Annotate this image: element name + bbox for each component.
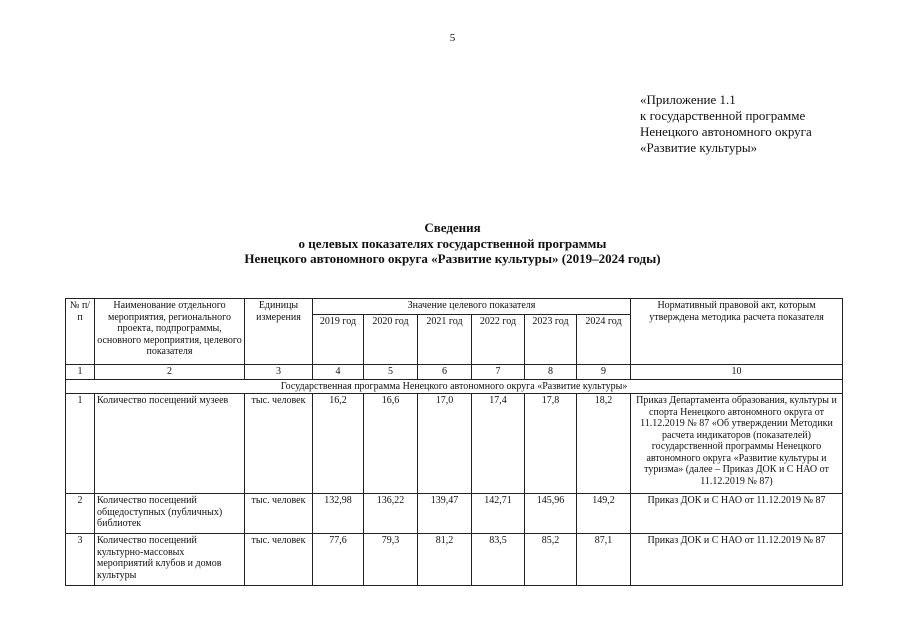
row-value: 145,96 <box>525 494 577 534</box>
row-value: 87,1 <box>577 534 631 586</box>
row-units: тыс. человек <box>245 534 313 586</box>
row-act: Приказ ДОК и С НАО от 11.12.2019 № 87 <box>631 494 843 534</box>
title-line-2: о целевых показателях государственной программы <box>298 235 607 251</box>
row-value: 132,98 <box>313 494 364 534</box>
row-value: 85,2 <box>525 534 577 586</box>
column-number: 6 <box>418 365 472 380</box>
row-value: 79,3 <box>364 534 418 586</box>
column-number: 3 <box>245 365 313 380</box>
row-value: 139,47 <box>418 494 472 534</box>
title-line-1: Сведения <box>424 220 481 235</box>
row-value: 18,2 <box>577 394 631 494</box>
appendix-line-3: Ненецкого автономного округа <box>640 124 812 139</box>
header-value-group: Значение целевого показателя <box>313 299 631 315</box>
row-value: 17,4 <box>472 394 525 494</box>
table-row <box>66 394 843 494</box>
column-number: 4 <box>313 365 364 380</box>
header-units: Единицы измерения <box>245 299 313 365</box>
appendix-line-1: «Приложение 1.1 <box>640 92 736 107</box>
row-units: тыс. человек <box>245 394 313 494</box>
header-name: Наименование отдельного мероприятия, регионального проекта, подпрограммы, основного мероприятия, целевого показателя <box>95 299 245 365</box>
header-year: 2022 год <box>472 315 525 365</box>
row-units: тыс. человек <box>245 494 313 534</box>
header-year: 2020 год <box>364 315 418 365</box>
section-title: Государственная программа Ненецкого автономного округа «Развитие культуры» <box>66 379 843 394</box>
row-value: 17,8 <box>525 394 577 494</box>
row-num: 2 <box>66 494 95 534</box>
title-line-3: Ненецкого автономного округа «Развитие культуры» (2019–2024 годы) <box>244 251 661 266</box>
indicators-table <box>65 298 843 586</box>
row-name: Количество посещений музеев <box>95 394 245 494</box>
row-value: 142,71 <box>472 494 525 534</box>
row-value: 149,2 <box>577 494 631 534</box>
row-value: 83,5 <box>472 534 525 586</box>
header-year: 2023 год <box>525 315 577 365</box>
column-number: 8 <box>525 365 577 380</box>
row-num: 3 <box>66 534 95 586</box>
row-num: 1 <box>66 394 95 494</box>
header-year: 2019 год <box>313 315 364 365</box>
column-number: 2 <box>95 365 245 380</box>
row-value: 16,2 <box>313 394 364 494</box>
column-number: 1 <box>66 365 95 380</box>
row-value: 17,0 <box>418 394 472 494</box>
appendix-note <box>640 92 812 156</box>
column-number: 5 <box>364 365 418 380</box>
row-act: Приказ Департамента образования, культуры и спорта Ненецкого автономного округа от 11.12.2019 № 87 «Об утверждении Методики расчета индикаторов (показателей) государственной программы Ненецкого автономного округа «Развитие культуры и туризма» (далее – Приказ ДОК и С НАО от 11.12.2019 № 87) <box>631 394 843 494</box>
row-name: Количество посещений общедоступных (публичных) библиотек <box>95 494 245 534</box>
row-name: Количество посещений культурно-массовых мероприятий клубов и домов культуры <box>95 534 245 586</box>
page-number: 5 <box>449 32 456 44</box>
table-row <box>66 494 843 534</box>
header-num: № п/п <box>66 299 95 365</box>
row-value: 81,2 <box>418 534 472 586</box>
document-title <box>0 220 905 267</box>
row-act: Приказ ДОК и С НАО от 11.12.2019 № 87 <box>631 534 843 586</box>
column-number: 10 <box>631 365 843 380</box>
row-value: 77,6 <box>313 534 364 586</box>
appendix-line-2: к государственной программе <box>640 108 806 123</box>
row-value: 16,6 <box>364 394 418 494</box>
header-year: 2021 год <box>418 315 472 365</box>
column-number: 7 <box>472 365 525 380</box>
column-number: 9 <box>577 365 631 380</box>
table-row <box>66 534 843 586</box>
row-value: 136,22 <box>364 494 418 534</box>
header-act: Нормативный правовой акт, которым утверждена методика расчета показателя <box>631 299 843 365</box>
appendix-line-4: «Развитие культуры» <box>640 140 758 155</box>
header-year: 2024 год <box>577 315 631 365</box>
